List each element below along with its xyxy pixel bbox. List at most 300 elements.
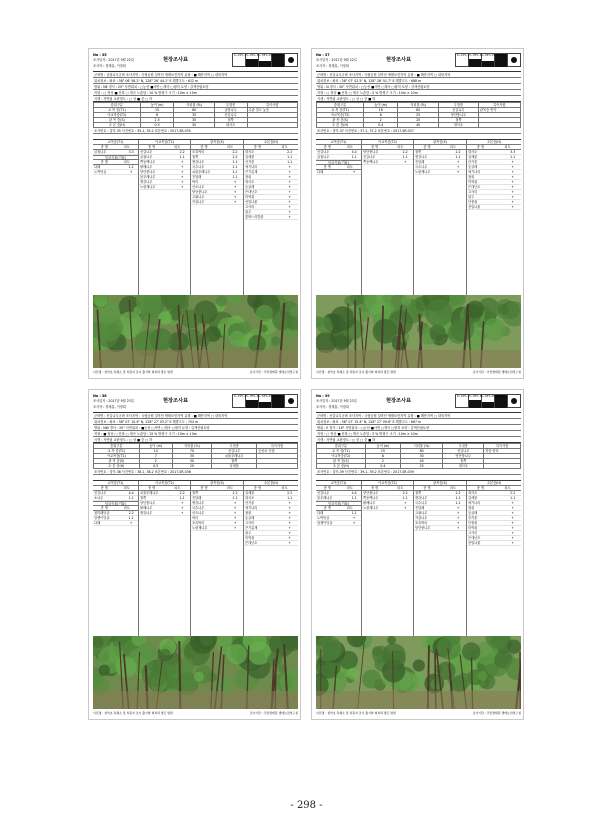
species-name: 진달래: [192, 175, 202, 179]
species-cover: +: [180, 160, 184, 164]
liana-row: [316, 521, 361, 526]
species-name: 쪽동백나무: [363, 160, 379, 164]
layer-header-cell: 특이사항: [478, 103, 520, 108]
species-name: 조록싸리: [192, 150, 205, 154]
species-name: 산거울: [468, 516, 478, 520]
layer-structure: [316, 442, 521, 475]
layer-height: 15: [365, 449, 400, 454]
species-cover: 1.1: [128, 496, 134, 500]
footer-agency: 조사기관 : 국립생태원 생태보전연구실: [249, 711, 298, 715]
species-subheader-cell: 종 명: [323, 145, 331, 149]
species-subheader-cell: 피도: [346, 145, 353, 149]
species-cover: 1.1: [510, 496, 516, 500]
species-name: 삽주: [245, 531, 252, 535]
species-subheader-cell: 종 명: [371, 486, 379, 490]
species-cover: +: [288, 536, 292, 540]
site-info-line: 방위 : NW 경사 : 20° 사면위치 : ■능선 □사면 □계곡 □평지 토양 : 갈색산림토양: [93, 425, 298, 431]
layer-header-cell: 높이 (m): [140, 103, 174, 108]
legend-caption: 0~15% 15~35% 35~55% 55~100%: [234, 54, 282, 57]
species-name: 진달래: [415, 506, 425, 510]
liana-subheader-cell: 피도: [123, 506, 130, 510]
liana-row: [93, 521, 138, 526]
species-name: 생강나무: [140, 180, 153, 184]
site-info-line: 방위 : NE 경사 : 25° 사면위치 : □능선 ■사면 □계곡 □평지 토양 : 갈색산림토양: [93, 84, 298, 90]
cover-legend: [455, 53, 521, 67]
species-name: 신갈나무: [363, 155, 376, 159]
layer-dominant: 신갈나무: [443, 449, 484, 454]
layer-cover: 30: [172, 459, 211, 464]
sheet-footer: [316, 369, 521, 375]
sheet-number: No : 39: [316, 394, 330, 398]
species-cover: 1.1: [287, 155, 293, 159]
layer-dominant: 대사초: [439, 123, 479, 128]
site-info-line: 군락명 : 신갈나무군락 조사지역 : 국립공원 설악산 생태보전지역 유형 : ■ 해안지역 □ 내륙지역: [93, 413, 298, 419]
species-subheader-cell: 종 명: [148, 145, 156, 149]
species-rows: [414, 150, 466, 175]
sheet-footer: [316, 710, 521, 716]
species-name: 선밀나물: [245, 200, 258, 204]
layer-header-cell: 특이사항: [257, 444, 298, 449]
species-cover: +: [233, 180, 237, 184]
species-cover: 1.1: [351, 155, 357, 159]
species-rows: [244, 491, 298, 546]
species-cover: 3.3: [510, 150, 516, 154]
species-cover: 4.4: [351, 150, 357, 154]
layer-row: [317, 108, 521, 113]
layer-cover: 25: [401, 464, 443, 469]
layer-name: 관 목 층(S): [94, 459, 140, 464]
species-name: 참취: [245, 175, 252, 179]
layer-header-cell: 식피율 (%): [398, 103, 439, 108]
species-row: [139, 511, 190, 516]
species-name: 당단풍나무: [140, 170, 156, 174]
layer-note: 하층 양호: [484, 449, 521, 454]
species-cover: 4.4: [128, 491, 134, 495]
site-info-line: 방위 : E 경사 : 18° 사면위치 : □능선 ■사면 □계곡 □평지 토양 : 갈색산림토양: [316, 425, 521, 431]
species-cover: 1.1: [455, 496, 461, 500]
species-name: 신갈나무: [94, 491, 107, 495]
legend-dot-icon: [511, 398, 517, 404]
species-subheader-cell: 종 명: [253, 145, 262, 149]
species-subheader-cell: 피도: [174, 486, 181, 490]
species-cover: +: [511, 205, 515, 209]
liana-subheader-cell: 종 명: [323, 506, 331, 510]
species-subheader-cell: 종 명: [148, 486, 156, 490]
species-subheader-cell: 피도: [226, 145, 234, 149]
layer-cover: 30: [174, 118, 214, 123]
species-row: [414, 526, 466, 531]
species-name: 당단풍나무: [415, 526, 431, 530]
species-cover: 3.3: [128, 150, 134, 154]
species-cover: +: [511, 531, 515, 535]
survey-sheet: [311, 48, 524, 379]
layer-name: 초 본 층(H): [94, 123, 141, 128]
layer-height: 16: [364, 108, 398, 113]
species-cover: +: [511, 195, 515, 199]
layer-name: 아교목층(T2): [317, 113, 364, 118]
layer-note: 수관 밀도 높음: [247, 108, 297, 113]
species-name: 신갈나무: [317, 150, 330, 154]
species-subheader-cell: 종 명: [423, 145, 431, 149]
sheet-title: 현장조사표: [386, 398, 412, 404]
species-cover: +: [288, 501, 292, 505]
species-name: 당단풍나무: [363, 150, 379, 154]
layer-header-cell: 우점종: [439, 103, 479, 108]
species-cover: 2.2: [287, 150, 293, 154]
species-name: 참취: [468, 175, 475, 179]
species-cover: +: [511, 526, 515, 530]
species-cover: +: [511, 180, 515, 184]
layer-header-cell: 특이사항: [247, 103, 297, 108]
species-name: 실새풀: [245, 491, 255, 495]
species-name: 생강나무: [415, 496, 428, 500]
layer-table: [316, 102, 521, 128]
species-name: 생강나무: [192, 501, 205, 505]
species-cover: +: [288, 521, 292, 525]
species-column-header: 교목층(T1): [316, 481, 361, 486]
layer-height: 0.5: [140, 123, 174, 128]
species-name: 신갈나무: [140, 150, 153, 154]
liana-cover: +: [129, 521, 133, 525]
site-photo: [93, 295, 298, 368]
species-cover: +: [180, 506, 184, 510]
species-row: [414, 170, 466, 175]
layer-row: [317, 464, 521, 469]
layer-dominant: 대사초: [214, 123, 247, 128]
species-name: 산거울: [468, 160, 478, 164]
sheet-header: [93, 394, 298, 410]
layer-dominant: 신갈나무: [214, 113, 247, 118]
species-row: [467, 205, 521, 210]
site-info-line: 식생 : 자연림 교란정도 : □ 상 □ 중 ■ 하: [316, 96, 521, 102]
layer-cover: 80: [401, 449, 443, 454]
species-cover: +: [288, 506, 292, 510]
layer-height: 0.4: [364, 123, 398, 128]
species-column-header: 아교목층(T2): [362, 140, 413, 145]
species-name: 소나무: [94, 496, 104, 500]
species-cover: 2.2: [455, 491, 461, 495]
layer-cover: 85: [398, 108, 439, 113]
species-name: 당단풍나무: [140, 501, 156, 505]
species-name: 생강나무: [415, 155, 428, 159]
species-subheader-cell: 종 명: [476, 145, 485, 149]
site-info: [93, 71, 298, 102]
species-name: 애기나리: [245, 506, 258, 510]
layer-height: 14: [139, 449, 172, 454]
species-name: 은대난초: [468, 536, 481, 540]
footer-photo-caption: 사진명 : 설악초 특쇄소 및 복원지 조사 출기와 회복력 좋은 방편: [316, 711, 396, 715]
layer-name: 교 목 층(T1): [317, 108, 364, 113]
species-cover: +: [456, 521, 460, 525]
species-column-header: 아교목층(T2): [362, 481, 413, 486]
site-info-line: 위치정보 : 좌표 : 38° 07' 15.4" N, 128° 27' 09.8" E 해발고도 : 667 m: [316, 419, 521, 425]
species-cover: +: [288, 185, 292, 189]
species-name: 조록싸리: [192, 521, 205, 525]
species-name: 둥굴레: [468, 511, 478, 515]
species-name: 대사초: [245, 180, 255, 184]
layer-name: 아교목층(T2): [317, 454, 366, 459]
footer-photo-caption: 사진명 : 설악초 특쇄소 및 복원지 조사 출기와 회복력 좋은 방편: [93, 711, 173, 715]
species-subheader-cell: 피도: [346, 486, 353, 490]
species-cover: +: [511, 506, 515, 510]
species-cover: 1.1: [287, 160, 293, 164]
layer-height: 2: [365, 459, 400, 464]
species-name: 노린재나무: [192, 526, 208, 530]
liana-name: 다래: [317, 511, 324, 515]
layer-name: 관 목 층(S): [317, 118, 364, 123]
species-name: 실새풀: [468, 155, 478, 159]
liana-name: 다래: [94, 165, 101, 169]
layer-dominant: 당단풍나무: [439, 113, 479, 118]
species-cover: +: [456, 165, 460, 169]
species-cover: +: [288, 516, 292, 520]
species-subheader-cell: 종 명: [423, 486, 431, 490]
species-name: 노린재나무: [363, 506, 379, 510]
species-name: 싸리: [192, 180, 199, 184]
site-info-line: 방위 : N 경사 : 30° 사면위치 : □능선 ■사면 □계곡 □평지 토양 : 갈색산림토양: [316, 84, 521, 90]
liana-cover: 1.1: [128, 516, 134, 520]
surveyor: 조사자 : 정재훈, 이정희: [93, 405, 126, 409]
species-column-header: 교목층(T1): [93, 140, 138, 145]
layer-note: 관목층 빈약: [478, 108, 520, 113]
species-subheader-cell: 종 명: [476, 486, 485, 490]
species-cover: +: [288, 205, 292, 209]
layer-height: 0.5: [139, 464, 172, 469]
liana-rows: [316, 170, 361, 175]
layer-row: [94, 123, 298, 128]
species-cover: 1.1: [510, 155, 516, 159]
surveyor: 조사자 : 정재훈, 이정희: [316, 64, 349, 68]
layer-dominant: 당단풍나무: [443, 454, 484, 459]
species-subheader-cell: 피도: [397, 145, 404, 149]
species-cover: +: [288, 165, 292, 169]
species-cover: 1.1: [455, 155, 461, 159]
layer-height: 8: [140, 113, 174, 118]
species-row: [191, 200, 243, 205]
species-cover: 2.2: [179, 491, 185, 495]
species-cover: +: [233, 511, 237, 515]
species-name: 산초나무: [192, 185, 205, 189]
liana-cover: +: [352, 170, 356, 174]
layer-cover: 35: [174, 113, 214, 118]
layer-header-cell: 식피율 (%): [401, 444, 443, 449]
layer-name: 교 목 층(T1): [317, 449, 366, 454]
layer-structure: [93, 442, 298, 475]
liana-name: 담쟁이덩굴: [94, 516, 110, 520]
species-column-header: 초본층(H): [467, 481, 521, 486]
sheet-number: No : 35: [93, 53, 107, 57]
layer-dominant: 철쭉: [214, 118, 247, 123]
species-name: 철쭉: [192, 155, 199, 159]
liana-header: 덩굴식물(기타): [316, 160, 361, 165]
species-cover: 1.1: [232, 165, 238, 169]
species-cover: +: [233, 195, 237, 199]
species-name: 선밀나물: [468, 205, 481, 209]
species-cover: +: [511, 516, 515, 520]
species-subheader-cell: 피도: [504, 486, 511, 490]
species-name: 생강나무: [140, 511, 153, 515]
site-info-line: 위치정보 : 좌표 : 38° 07' 10.9" N, 128° 27' 03.2" E 해발고도 : 704 m: [93, 419, 298, 425]
species-name: 팥배나무: [140, 165, 153, 169]
species-name: 쪽동백나무: [140, 160, 156, 164]
species-cover: +: [233, 190, 237, 194]
species-cover: +: [403, 506, 407, 510]
layer-header-cell: 높이 (m): [365, 444, 400, 449]
species-name: 고광나무: [192, 195, 205, 199]
species-cover: +: [288, 526, 292, 530]
species-subheader-cell: 종 명: [100, 145, 108, 149]
species-column-header: 관목층(S): [191, 481, 243, 486]
species-name: 철쭉: [415, 150, 422, 154]
species-cover: 2.2: [455, 150, 461, 154]
species-subheader-cell: 종 명: [371, 145, 379, 149]
site-info: [316, 412, 521, 443]
species-column-header: 아교목층(T2): [139, 481, 190, 486]
layer-cover: 25: [398, 113, 439, 118]
site-info-line: 식생 : 자연림 교란정도 : □ 상 ■ 중 □ 하: [93, 437, 298, 443]
liana-header: 덩굴식물(기타): [316, 501, 361, 506]
species-name: 산거울: [245, 160, 255, 164]
liana-row: [93, 170, 138, 175]
species-cover: +: [456, 526, 460, 530]
species-cover: +: [511, 200, 515, 204]
footer-photo-caption: 사진명 : 설악초 특쇄소 및 복원지 조사 출기와 회복력 좋은 방편: [316, 370, 396, 374]
species-cover: +: [288, 190, 292, 194]
species-cover: +: [511, 190, 515, 194]
species-name: 은대난초: [245, 541, 258, 545]
species-cover: 1.1: [351, 496, 357, 500]
species-subheader-cell: 피도: [397, 486, 404, 490]
layer-name: 아교목층(T2): [94, 454, 140, 459]
species-subheader-cell: 피도: [449, 486, 457, 490]
legend-caption: 0~15% 15~35% 35~55% 55~100%: [457, 54, 505, 57]
species-name: 팥배나무: [363, 501, 376, 505]
species-name: 대사초: [245, 496, 255, 500]
cover-legend: [232, 53, 298, 67]
species-name: 대사초: [468, 491, 478, 495]
species-name: 삽주: [245, 210, 252, 214]
species-cover: +: [511, 160, 515, 164]
species-cover: +: [456, 170, 460, 174]
species-subheader-cell: 피도: [226, 486, 234, 490]
footer-agency: 조사기관 : 국립생태원 생태보전연구실: [472, 370, 521, 374]
species-rows: [362, 491, 413, 511]
layer-name: 초 본 층(H): [317, 123, 364, 128]
species-cover: +: [511, 511, 515, 515]
species-name: 국수나무: [415, 501, 428, 505]
species-name: 쇠물푸레나무: [140, 491, 159, 495]
species-rows: [139, 150, 190, 190]
layer-table: [93, 443, 298, 469]
layer-dominant: 실새풀: [212, 464, 257, 469]
species-cover: +: [288, 541, 292, 545]
species-subheader-cell: 피도: [281, 145, 288, 149]
sheet-number: No : 37: [316, 53, 330, 57]
layer-structure: [316, 101, 521, 134]
species-cover: +: [288, 200, 292, 204]
layer-dominant: 대사초: [443, 464, 484, 469]
species-rows: [316, 150, 361, 160]
survey-date: 조사일자 : 2017년 9월 23일: [93, 399, 134, 403]
species-cover: +: [233, 516, 237, 520]
species-cover: 2.2: [232, 155, 238, 159]
species-cover: +: [288, 180, 292, 184]
species-cover: 1.1: [402, 155, 408, 159]
species-cover: +: [233, 501, 237, 505]
species-cover: 1.1: [179, 155, 185, 159]
species-cover: 1.1: [287, 496, 293, 500]
species-cover: +: [511, 170, 515, 174]
species-name: 은대난초: [245, 190, 258, 194]
layer-note: [484, 464, 521, 469]
liana-subheader-cell: 피도: [346, 165, 353, 169]
survey-date: 조사일자 : 2017년 9월 23일: [316, 399, 357, 403]
forest-photo: [316, 636, 521, 709]
species-subheader-cell: 종 명: [323, 486, 331, 490]
species-name: 애기나리: [468, 170, 481, 174]
forest-photo: [93, 636, 298, 709]
species-subheader-cell: 피도: [449, 145, 457, 149]
species-cover: +: [180, 170, 184, 174]
species-name: 굴참나무: [140, 155, 153, 159]
species-name: 굴참나무: [94, 150, 107, 154]
species-cover: +: [180, 511, 184, 515]
species-name: 미역취: [468, 180, 478, 184]
survey-sheet: [311, 389, 524, 720]
species-subheader-cell: 종 명: [253, 486, 262, 490]
species-row: [139, 185, 190, 190]
species-name: 진달래: [415, 160, 425, 164]
species-name: 진달래: [192, 496, 202, 500]
liana-rows: [316, 511, 361, 526]
liana-rows: [93, 165, 138, 175]
layer-height: 2: [364, 118, 398, 123]
liana-header: 덩굴식물(기타): [93, 501, 138, 506]
species-cover: +: [233, 506, 237, 510]
layer-header-cell: 높이 (m): [139, 444, 172, 449]
liana-subheader-cell: 피도: [123, 160, 130, 164]
layer-row: [317, 123, 521, 128]
liana-subheader-cell: 피도: [346, 506, 353, 510]
surveyor: 조사자 : 정재훈, 이정희: [316, 405, 349, 409]
layer-dominant: 신갈나무: [212, 449, 257, 454]
species-rows: [467, 150, 521, 210]
id-line: 조사번호 : 설악-38 사진번호 : 38-1, 38-2 표본번호 : 2017-SR-038: [93, 469, 298, 475]
species-column-header: 교목층(T1): [316, 140, 361, 145]
site-info-line: 군락명 : 신갈나무군락 조사지역 : 국립공원 설악산 생태보전지역 유형 : ■ 해안지역 □ 내륙지역: [316, 413, 521, 419]
species-name: 고사리: [245, 521, 255, 525]
page-number: - 298 -: [290, 800, 323, 811]
species-cover: +: [233, 185, 237, 189]
species-cover: 2.2: [402, 150, 408, 154]
species-name: 노린재나무: [415, 170, 431, 174]
species-cover: 4.4: [351, 491, 357, 495]
layer-cover: 80: [174, 108, 214, 113]
species-name: 조록싸리: [415, 521, 428, 525]
species-column-header: 초본층(H): [244, 140, 298, 145]
species-name: 물푸레나무: [140, 175, 156, 179]
layer-table: [316, 443, 521, 469]
site-info-line: 식생 : 자연림 교란정도 : □ 상 □ 중 ■ 하: [316, 437, 521, 443]
species-rows: [316, 491, 361, 501]
layer-cover: 20: [172, 464, 211, 469]
id-line: 조사번호 : 설악-37 사진번호 : 37-1, 37-2 표본번호 : 2017-SR-037: [316, 128, 521, 134]
layer-height: 2.5: [140, 118, 174, 123]
species-cover: +: [180, 175, 184, 179]
species-cover: 2.2: [402, 491, 408, 495]
layer-dominant: 철쭉: [439, 118, 479, 123]
species-name: 쪽동백나무: [363, 496, 379, 500]
